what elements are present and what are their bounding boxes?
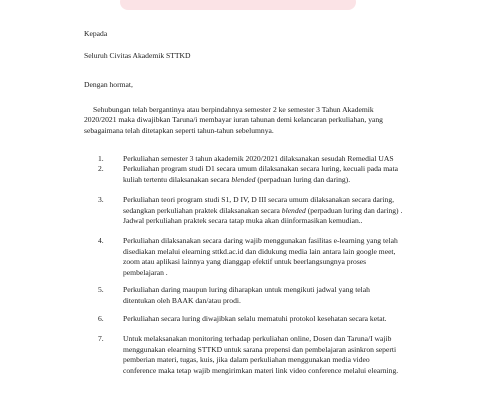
item-number: 4. [98,236,104,245]
item-line: Perkuliahan semester 3 tahun akademik 2020/2021 dilaksanakan sesudah Remedial UAS [123,154,394,163]
intro-line: sebagaimana telah ditetapkan seperti tahun-tahun sebelumnya. [84,126,274,135]
item-text: (perpaduan luring dan daring) . [305,205,403,215]
item-line: Perkuliahan dilaksanakan secara daring wajib menggunakan fasilitas e-learning yang telah [123,236,398,245]
item-number: 3. [98,195,104,204]
item-number: 2. [98,164,104,173]
list-item [123,164,453,185]
item-line: disediakan melalui elearning sttkd.ac.id dan didukung media lain antara lain google meet, [123,246,396,256]
list-item [123,154,453,165]
recipient: Seluruh Civitas Akademik STTKD [84,51,191,60]
list-item [123,195,453,227]
list-item [123,314,453,325]
to-label: Kepada [84,29,108,38]
item-text: sedangkan perkuliahan praktek dilaksanakan secara [123,205,282,215]
item-line [123,206,453,217]
item-line: ditentukan oleh BAAK dan/atau prodi. [123,295,241,305]
item-line: pemberian materi, tugas, kuis, jika dalam perkuliahan menggunakan media video [123,355,370,365]
list-item [123,285,453,306]
item-line: conference maka tetap wajib mengirimkan materi link video conference melalui elearning. [123,365,399,375]
item-text: (perpaduan luring dan daring). [255,174,351,184]
intro-line: Sehubungan telah bergantinya atau berpindahnya semester 2 ke semester 3 Tahun Akademik [93,105,374,114]
greeting: Dengan hormat, [84,80,133,89]
item-emphasis: blended [281,205,306,215]
intro-line: 2020/2021 maka diwajibkan Taruna/i membayar iuran tahunan demi kelancaran perkuliahan, yang [84,115,383,124]
item-line: Perkuliahan program studi D1 secara umum dilaksanakan secara luring, kecuali pada mata [123,164,398,173]
item-number: 6. [98,314,104,323]
item-line: Jadwal perkuliahan praktek secara tatap muka akan diinformasikan kemudian.. [123,216,363,226]
item-emphasis: blended [231,174,256,184]
item-line: Perkuliahan teori program studi S1, D IV, D III secara umum dilaksanakan secara daring, [123,195,395,204]
item-text: kuliah tertentu dilaksanakan secara [123,174,232,184]
item-line: Untuk melaksanakan monitoring terhadap perkuliahan online, Dosen dan Taruna/I wajib [123,334,392,343]
list-item [123,334,453,376]
item-line: Perkuliahan daring maupun luring diharapkan untuk mengikuti jadwal yang telah [123,285,370,294]
item-line: menggunakan elearning STTKD untuk sarana prepensi dan pembelajaran asinkron seperti [123,344,397,354]
item-line: Perkuliahan secara luring diwajibkan selalu mematuhi protokol kesehatan secara ketat. [123,314,387,323]
item-number: 1. [98,154,104,163]
item-number: 5. [98,285,104,294]
list-item [123,236,453,278]
item-line: pembelajaran . [123,267,168,277]
item-line: zoom atau aplikasi lainnya yang dianggap efektif untuk beerlangsungnya proses [123,257,367,267]
item-number: 7. [98,334,104,343]
item-line [123,175,453,186]
